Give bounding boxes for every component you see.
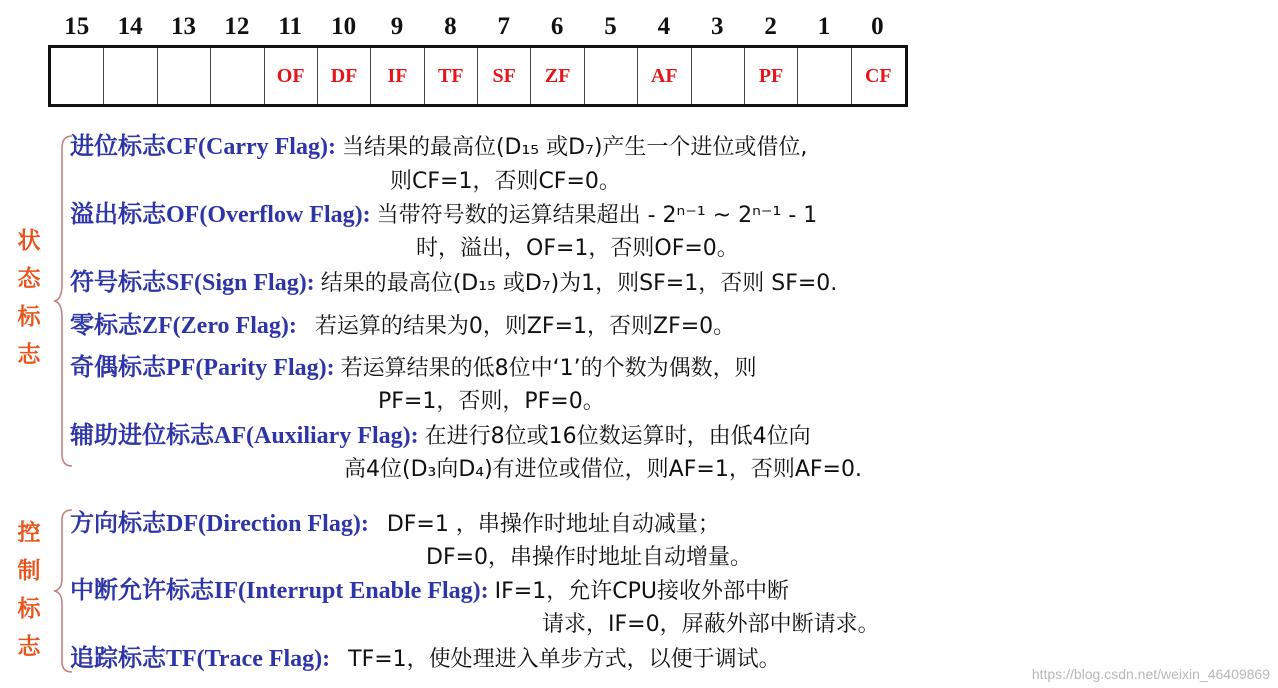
flags-register (48, 45, 908, 107)
bit-number: 1 (817, 13, 831, 40)
register-cell (211, 48, 264, 104)
cf-description-cont: 则CF=1，否则CF=0。 (390, 169, 621, 194)
zf-description: 若运算的结果为0，则ZF=1，否则ZF=0。 (314, 314, 736, 339)
of-description-cont: 时，溢出，OF=1，否则OF=0。 (416, 236, 739, 261)
zf-flag-name: 零标志ZF(Zero Flag): (70, 313, 297, 339)
af-flag-name: 辅助进位标志AF(Auxiliary Flag): (70, 423, 419, 449)
register-cell-df: DF (318, 48, 371, 104)
if-description-cont: 请求，IF=0，屏蔽外部中断请求。 (542, 612, 880, 637)
label-char: 标 (17, 304, 41, 330)
if-line (70, 575, 789, 608)
control-flags-label (14, 514, 44, 666)
zf-line (70, 310, 735, 343)
bit-number: 12 (224, 13, 250, 40)
register-cell (104, 48, 157, 104)
cf-line (70, 131, 807, 164)
af-description: 在进行8位或16位数运算时，由低4位向 (424, 424, 811, 449)
status-brace (52, 134, 74, 468)
label-char: 制 (17, 558, 41, 584)
label-char: 志 (17, 342, 41, 368)
pf-line (70, 352, 757, 385)
sf-description: 结果的最高位(D₁₅ 或D₇)为1，则SF=1，否则 SF=0. (320, 271, 838, 296)
register-cell (798, 48, 851, 104)
register-cell (585, 48, 638, 104)
bit-number: 2 (764, 13, 777, 40)
cf-flag-name: 进位标志CF(Carry Flag): (70, 134, 336, 160)
register-cell (692, 48, 745, 104)
register-cell-pf: PF (745, 48, 798, 104)
df-flag-name: 方向标志DF(Direction Flag): (70, 511, 369, 537)
tf-flag-name: 追踪标志TF(Trace Flag): (70, 646, 331, 672)
af-line (70, 420, 811, 453)
bit-number: 14 (117, 13, 143, 40)
bit-number: 9 (390, 13, 404, 40)
register-cell-tf: TF (425, 48, 478, 104)
tf-line (70, 643, 781, 676)
df-description: DF=1 ，串操作时地址自动减量； (386, 512, 720, 537)
bit-number: 5 (604, 13, 617, 40)
register-cell-cf: CF (864, 64, 892, 87)
bit-number: 8 (444, 13, 457, 40)
if-description: IF=1，允许CPU接收外部中断 (494, 579, 789, 604)
bit-number: 10 (331, 13, 357, 40)
bit-number: 3 (710, 13, 724, 40)
register-cell-if: IF (371, 48, 424, 104)
bit-number: 7 (497, 13, 510, 40)
pf-description: 若运算结果的低8位中‘1’的个数为偶数，则 (340, 356, 757, 381)
watermark: https://blog.csdn.net/weixin_46409869 (1031, 666, 1270, 682)
bit-number: 13 (170, 13, 196, 40)
status-flags-label (14, 222, 44, 374)
register-cell (51, 48, 104, 104)
bit-number: 0 (871, 13, 884, 40)
bit-number: 15 (64, 13, 90, 40)
bit-number: 6 (550, 13, 564, 40)
label-char: 态 (17, 266, 41, 292)
label-char: 状 (17, 228, 41, 254)
register-cell-of: OF (265, 48, 318, 104)
df-description-cont: DF=0，串操作时地址自动增量。 (426, 545, 753, 570)
label-char: 控 (17, 520, 41, 546)
register-cell-zf: ZF (531, 48, 584, 104)
of-description: 当带符号数的运算结果超出 - 2ⁿ⁻¹ ~ 2ⁿ⁻¹ - 1 (376, 203, 818, 228)
label-char: 标 (17, 596, 41, 622)
bit-number-row (50, 10, 904, 44)
label-char: 志 (17, 634, 41, 660)
pf-description-cont: PF=1，否则，PF=0。 (378, 389, 605, 414)
register-cell-af: AF (638, 48, 691, 104)
af-description-cont: 高4位(D₃向D₄)有进位或借位，则AF=1，否则AF=0. (344, 457, 862, 482)
sf-flag-name: 符号标志SF(Sign Flag): (70, 270, 315, 296)
cf-description: 当结果的最高位(D₁₅ 或D₇)产生一个进位或借位, (341, 135, 808, 160)
tf-description: TF=1，使处理进入单步方式，以便于调试。 (348, 647, 781, 672)
sf-line (70, 267, 837, 300)
df-line (70, 508, 720, 541)
bit-number: 4 (657, 13, 671, 40)
if-flag-name: 中断允许标志IF(Interrupt Enable Flag): (70, 578, 489, 604)
pf-flag-name: 奇偶标志PF(Parity Flag): (70, 355, 335, 381)
bit-number: 11 (278, 13, 302, 40)
register-cell-sf: SF (478, 48, 531, 104)
register-cell (158, 48, 211, 104)
of-flag-name: 溢出标志OF(Overflow Flag): (70, 202, 371, 228)
of-line (70, 199, 817, 232)
